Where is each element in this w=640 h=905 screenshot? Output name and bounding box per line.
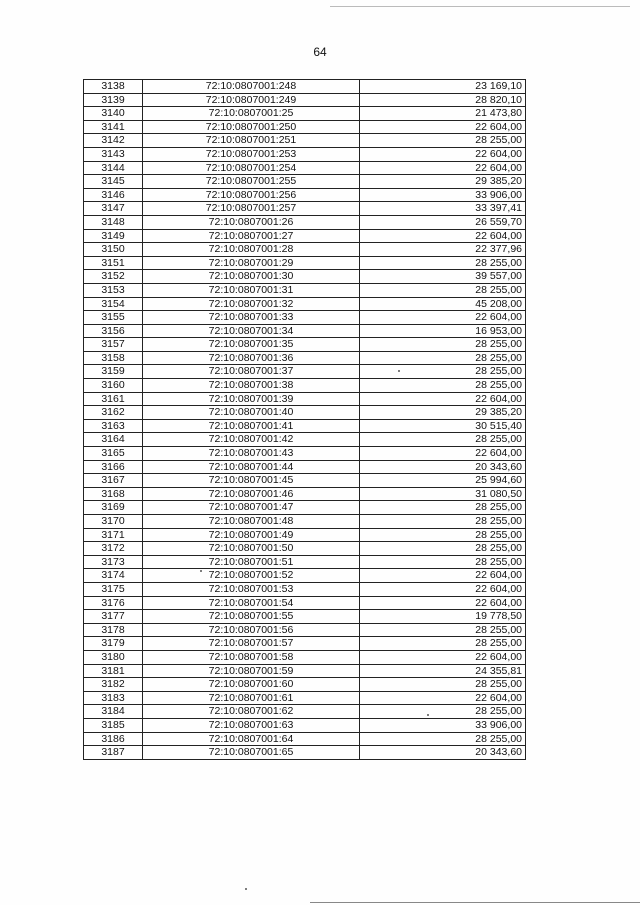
table-body: [84, 80, 526, 760]
table-row: [84, 120, 526, 134]
row-number: 3141: [84, 120, 143, 134]
table-row: [84, 324, 526, 338]
cadastral-value: 28 255,00: [360, 732, 526, 746]
cadastral-value: 28 255,00: [360, 283, 526, 297]
row-number: 3158: [84, 351, 143, 365]
cadastral-value: 28 255,00: [360, 365, 526, 379]
cadastral-value: 22 377,96: [360, 243, 526, 257]
scan-speck: [398, 370, 400, 372]
row-number: 3153: [84, 283, 143, 297]
cadastral-number: 72:10:0807001:26: [143, 215, 360, 229]
row-number: 3146: [84, 188, 143, 202]
row-number: 3155: [84, 311, 143, 325]
cadastral-number: 72:10:0807001:64: [143, 732, 360, 746]
cadastral-value: 31 080,50: [360, 487, 526, 501]
table-row: [84, 419, 526, 433]
cadastral-number: 72:10:0807001:255: [143, 175, 360, 189]
cadastral-value: 28 255,00: [360, 542, 526, 556]
table-row: [84, 542, 526, 556]
cadastral-number: 72:10:0807001:254: [143, 161, 360, 175]
cadastral-number: 72:10:0807001:27: [143, 229, 360, 243]
table-row: [84, 147, 526, 161]
table-row: [84, 596, 526, 610]
table-row: [84, 582, 526, 596]
row-number: 3142: [84, 134, 143, 148]
cadastral-number: 72:10:0807001:250: [143, 120, 360, 134]
row-number: 3140: [84, 107, 143, 121]
cadastral-number: 72:10:0807001:33: [143, 311, 360, 325]
table-row: [84, 161, 526, 175]
cadastral-number: 72:10:0807001:48: [143, 515, 360, 529]
cadastral-number: 72:10:0807001:62: [143, 705, 360, 719]
table-row: [84, 664, 526, 678]
cadastral-value: 20 343,60: [360, 460, 526, 474]
row-number: 3186: [84, 732, 143, 746]
cadastral-number: 72:10:0807001:52: [143, 569, 360, 583]
cadastral-value: 19 778,50: [360, 610, 526, 624]
row-number: 3145: [84, 175, 143, 189]
row-number: 3148: [84, 215, 143, 229]
cadastral-number: 72:10:0807001:256: [143, 188, 360, 202]
scan-artifact-top-line: [330, 6, 630, 7]
cadastral-number: 72:10:0807001:41: [143, 419, 360, 433]
cadastral-number: 72:10:0807001:39: [143, 392, 360, 406]
cadastral-number: 72:10:0807001:30: [143, 270, 360, 284]
cadastral-number: 72:10:0807001:46: [143, 487, 360, 501]
row-number: 3160: [84, 379, 143, 393]
cadastral-number: 72:10:0807001:63: [143, 718, 360, 732]
cadastral-number: 72:10:0807001:29: [143, 256, 360, 270]
cadastral-value: 22 604,00: [360, 569, 526, 583]
table-row: [84, 351, 526, 365]
table-row: [84, 229, 526, 243]
row-number: 3171: [84, 528, 143, 542]
cadastral-number: 72:10:0807001:47: [143, 501, 360, 515]
row-number: 3157: [84, 338, 143, 352]
row-number: 3164: [84, 433, 143, 447]
cadastral-value: 28 255,00: [360, 501, 526, 515]
row-number: 3177: [84, 610, 143, 624]
scan-speck: [245, 888, 247, 890]
cadastral-number: 72:10:0807001:248: [143, 80, 360, 94]
cadastral-value: 22 604,00: [360, 582, 526, 596]
cadastral-value: 29 385,20: [360, 175, 526, 189]
cadastral-value: 28 820,10: [360, 93, 526, 107]
cadastral-value: 20 343,60: [360, 746, 526, 760]
cadastral-number: 72:10:0807001:28: [143, 243, 360, 257]
table-row: [84, 732, 526, 746]
table-row: [84, 270, 526, 284]
table-row: [84, 528, 526, 542]
table-row: [84, 406, 526, 420]
cadastral-value: 28 255,00: [360, 623, 526, 637]
table-row: [84, 107, 526, 121]
cadastral-number: 72:10:0807001:32: [143, 297, 360, 311]
cadastral-number: 72:10:0807001:59: [143, 664, 360, 678]
cadastral-number: 72:10:0807001:54: [143, 596, 360, 610]
cadastral-value: 26 559,70: [360, 215, 526, 229]
cadastral-number: 72:10:0807001:37: [143, 365, 360, 379]
cadastral-value: 25 994,60: [360, 474, 526, 488]
cadastral-number: 72:10:0807001:56: [143, 623, 360, 637]
cadastral-value: 28 255,00: [360, 678, 526, 692]
row-number: 3162: [84, 406, 143, 420]
table-row: [84, 188, 526, 202]
row-number: 3151: [84, 256, 143, 270]
cadastral-value: 33 397,41: [360, 202, 526, 216]
cadastral-value: 28 255,00: [360, 433, 526, 447]
table-row: [84, 256, 526, 270]
cadastral-value: 28 255,00: [360, 637, 526, 651]
cadastral-value: 33 906,00: [360, 188, 526, 202]
cadastral-number: 72:10:0807001:61: [143, 691, 360, 705]
table-row: [84, 392, 526, 406]
table-row: [84, 215, 526, 229]
scan-artifact-bottom-line: [310, 902, 640, 903]
row-number: 3163: [84, 419, 143, 433]
table-row: [84, 175, 526, 189]
table-row: [84, 610, 526, 624]
cadastral-value: 22 604,00: [360, 120, 526, 134]
cadastral-value: 33 906,00: [360, 718, 526, 732]
row-number: 3166: [84, 460, 143, 474]
table-row: [84, 243, 526, 257]
table-row: [84, 447, 526, 461]
table-row: [84, 487, 526, 501]
table-row: [84, 691, 526, 705]
cadastral-number: 72:10:0807001:51: [143, 555, 360, 569]
table-row: [84, 474, 526, 488]
cadastral-number: 72:10:0807001:50: [143, 542, 360, 556]
cadastral-value: 28 255,00: [360, 256, 526, 270]
row-number: 3143: [84, 147, 143, 161]
table-row: [84, 515, 526, 529]
table-row: [84, 283, 526, 297]
table-row: [84, 705, 526, 719]
row-number: 3174: [84, 569, 143, 583]
table-row: [84, 297, 526, 311]
cadastral-value: 23 169,10: [360, 80, 526, 94]
cadastral-value: 28 255,00: [360, 134, 526, 148]
table-row: [84, 650, 526, 664]
table-row: [84, 501, 526, 515]
row-number: 3179: [84, 637, 143, 651]
row-number: 3138: [84, 80, 143, 94]
table-row: [84, 746, 526, 760]
cadastral-number: 72:10:0807001:36: [143, 351, 360, 365]
cadastral-value: 22 604,00: [360, 147, 526, 161]
row-number: 3175: [84, 582, 143, 596]
cadastral-value: 22 604,00: [360, 161, 526, 175]
table-row: [84, 365, 526, 379]
row-number: 3173: [84, 555, 143, 569]
cadastral-value: 16 953,00: [360, 324, 526, 338]
table-row: [84, 202, 526, 216]
row-number: 3185: [84, 718, 143, 732]
table-row: [84, 311, 526, 325]
cadastral-value: 28 255,00: [360, 705, 526, 719]
table-row: [84, 678, 526, 692]
row-number: 3182: [84, 678, 143, 692]
cadastral-number: 72:10:0807001:257: [143, 202, 360, 216]
cadastral-number: 72:10:0807001:38: [143, 379, 360, 393]
cadastral-number: 72:10:0807001:249: [143, 93, 360, 107]
cadastral-number: 72:10:0807001:43: [143, 447, 360, 461]
cadastral-value: 39 557,00: [360, 270, 526, 284]
row-number: 3147: [84, 202, 143, 216]
row-number: 3150: [84, 243, 143, 257]
cadastral-number: 72:10:0807001:253: [143, 147, 360, 161]
cadastral-value: 22 604,00: [360, 650, 526, 664]
page-number: 64: [313, 45, 327, 59]
row-number: 3178: [84, 623, 143, 637]
row-number: 3181: [84, 664, 143, 678]
row-number: 3180: [84, 650, 143, 664]
cadastral-number: 72:10:0807001:25: [143, 107, 360, 121]
cadastral-number: 72:10:0807001:31: [143, 283, 360, 297]
row-number: 3154: [84, 297, 143, 311]
cadastral-number: 72:10:0807001:49: [143, 528, 360, 542]
cadastral-number: 72:10:0807001:35: [143, 338, 360, 352]
cadastral-number: 72:10:0807001:251: [143, 134, 360, 148]
cadastral-value: 28 255,00: [360, 528, 526, 542]
row-number: 3176: [84, 596, 143, 610]
row-number: 3139: [84, 93, 143, 107]
table-row: [84, 623, 526, 637]
table-row: [84, 338, 526, 352]
cadastral-value: 22 604,00: [360, 596, 526, 610]
row-number: 3167: [84, 474, 143, 488]
row-number: 3144: [84, 161, 143, 175]
cadastral-number: 72:10:0807001:44: [143, 460, 360, 474]
cadastral-value: 28 255,00: [360, 338, 526, 352]
cadastral-value: 22 604,00: [360, 229, 526, 243]
cadastral-value: 28 255,00: [360, 515, 526, 529]
cadastral-number: 72:10:0807001:40: [143, 406, 360, 420]
cadastral-number: 72:10:0807001:65: [143, 746, 360, 760]
row-number: 3170: [84, 515, 143, 529]
row-number: 3156: [84, 324, 143, 338]
cadastral-value-table: [83, 79, 526, 760]
cadastral-number: 72:10:0807001:45: [143, 474, 360, 488]
table-row: [84, 134, 526, 148]
cadastral-number: 72:10:0807001:42: [143, 433, 360, 447]
row-number: 3152: [84, 270, 143, 284]
table-row: [84, 569, 526, 583]
cadastral-value: 22 604,00: [360, 691, 526, 705]
row-number: 3165: [84, 447, 143, 461]
table-row: [84, 718, 526, 732]
scan-speck: [427, 714, 429, 716]
cadastral-number: 72:10:0807001:53: [143, 582, 360, 596]
table-row: [84, 80, 526, 94]
row-number: 3149: [84, 229, 143, 243]
table-row: [84, 433, 526, 447]
table-row: [84, 93, 526, 107]
cadastral-number: 72:10:0807001:55: [143, 610, 360, 624]
cadastral-value: 29 385,20: [360, 406, 526, 420]
cadastral-number: 72:10:0807001:58: [143, 650, 360, 664]
cadastral-number: 72:10:0807001:60: [143, 678, 360, 692]
table-row: [84, 460, 526, 474]
cadastral-value: 22 604,00: [360, 447, 526, 461]
cadastral-value: 28 255,00: [360, 379, 526, 393]
row-number: 3183: [84, 691, 143, 705]
row-number: 3187: [84, 746, 143, 760]
scan-speck: [200, 570, 202, 572]
cadastral-value: 30 515,40: [360, 419, 526, 433]
row-number: 3172: [84, 542, 143, 556]
cadastral-number: 72:10:0807001:34: [143, 324, 360, 338]
cadastral-value: 28 255,00: [360, 555, 526, 569]
cadastral-value: 45 208,00: [360, 297, 526, 311]
table-row: [84, 379, 526, 393]
cadastral-value: 28 255,00: [360, 351, 526, 365]
row-number: 3184: [84, 705, 143, 719]
cadastral-number: 72:10:0807001:57: [143, 637, 360, 651]
cadastral-value: 22 604,00: [360, 392, 526, 406]
row-number: 3169: [84, 501, 143, 515]
row-number: 3159: [84, 365, 143, 379]
cadastral-value: 22 604,00: [360, 311, 526, 325]
table-row: [84, 637, 526, 651]
table-row: [84, 555, 526, 569]
cadastral-value: 21 473,80: [360, 107, 526, 121]
row-number: 3168: [84, 487, 143, 501]
row-number: 3161: [84, 392, 143, 406]
cadastral-value: 24 355,81: [360, 664, 526, 678]
